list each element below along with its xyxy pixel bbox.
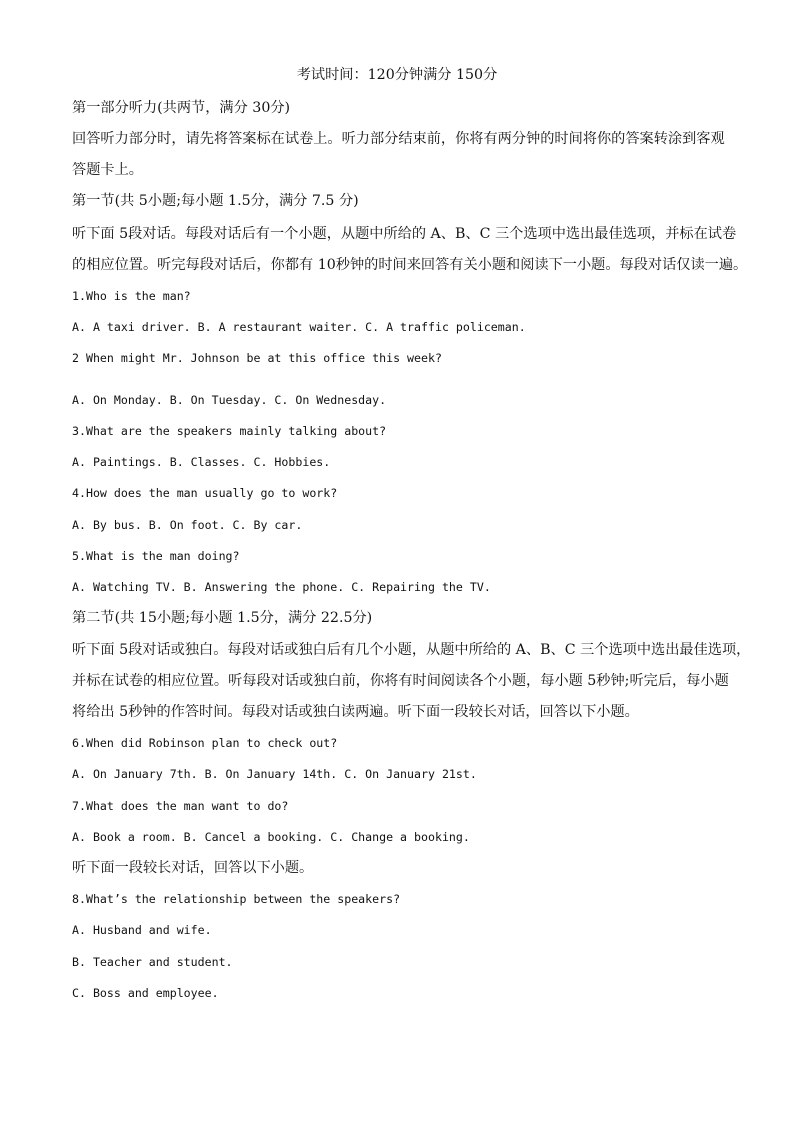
question-6: 6.When did Robinson plan to check out? <box>72 736 338 750</box>
question-8-option-c: C. Boss and employee. <box>72 986 219 1000</box>
section2-instruction-line3: 将给出 5秒钟的作答时间。每段对话或独白读两遍。听下面一段较长对话，回答以下小题。 <box>72 704 639 720</box>
section1-instruction-line2: 的相应位置。听完每段对话后，你都有 10秒钟的时间来回答有关小题和阅读下一小题。每段对话仅读一遍。 <box>72 257 748 273</box>
question-1-options: A. A taxi driver. B. A restaurant waiter. C. A traffic policeman. <box>72 320 526 334</box>
part1-heading: 第一部分听力(共两节，满分 30分) <box>72 100 291 116</box>
section1-heading: 第一节(共 5小题;每小题 1.5分，满分 7.5 分) <box>72 193 359 209</box>
question-7: 7.What does the man want to do? <box>72 799 289 813</box>
part1-intro-line1: 回答听力部分时，请先将答案标在试卷上。听力部分结束前，你将有两分钟的时间将你的答案转涂到客观 <box>72 131 725 147</box>
section1-instruction-line1: 听下面 5段对话。每段对话后有一个小题，从题中所给的 A、B、C 三个选项中选出最佳选项，并标在试卷 <box>72 226 737 242</box>
question-8: 8.What’s the relationship between the speakers? <box>72 892 401 906</box>
section2-instruction-line2: 并标在试卷的相应位置。听每段对话或独白前，你将有时间阅读各个小题，每小题 5秒钟;听完后，每小题 <box>72 673 729 689</box>
long-dialogue-prompt: 听下面一段较长对话，回答以下小题。 <box>72 860 314 876</box>
question-7-options: A. Book a room. B. Cancel a booking. C. Change a booking. <box>72 830 470 844</box>
question-4: 4.How does the man usually go to work? <box>72 486 338 500</box>
question-5-options: A. Watching TV. B. Answering the phone. C. Repairing the TV. <box>72 580 491 594</box>
question-3: 3.What are the speakers mainly talking about? <box>72 424 387 438</box>
part1-intro-line2: 答题卡上。 <box>72 162 143 178</box>
question-8-option-b: B. Teacher and student. <box>72 955 233 969</box>
question-5: 5.What is the man doing? <box>72 549 240 563</box>
question-6-options: A. On January 7th. B. On January 14th. C. On January 21st. <box>72 767 477 781</box>
question-2: 2 When might Mr. Johnson be at this office this week? <box>72 351 442 365</box>
exam-time-title: 考试时间：120分钟满分 150分 <box>296 67 498 83</box>
section2-instruction-line1: 听下面 5段对话或独白。每段对话或独白后有几个小题，从题中所给的 A、B、C 三个选项中选出最佳选项， <box>72 642 751 658</box>
question-2-options: A. On Monday. B. On Tuesday. C. On Wednesday. <box>72 393 387 407</box>
section2-heading: 第二节(共 15小题;每小题 1.5分，满分 22.5分) <box>72 610 373 626</box>
question-3-options: A. Paintings. B. Classes. C. Hobbies. <box>72 455 331 469</box>
question-1: 1.Who is the man? <box>72 289 191 303</box>
question-8-option-a: A. Husband and wife. <box>72 923 212 937</box>
question-4-options: A. By bus. B. On foot. C. By car. <box>72 518 303 532</box>
